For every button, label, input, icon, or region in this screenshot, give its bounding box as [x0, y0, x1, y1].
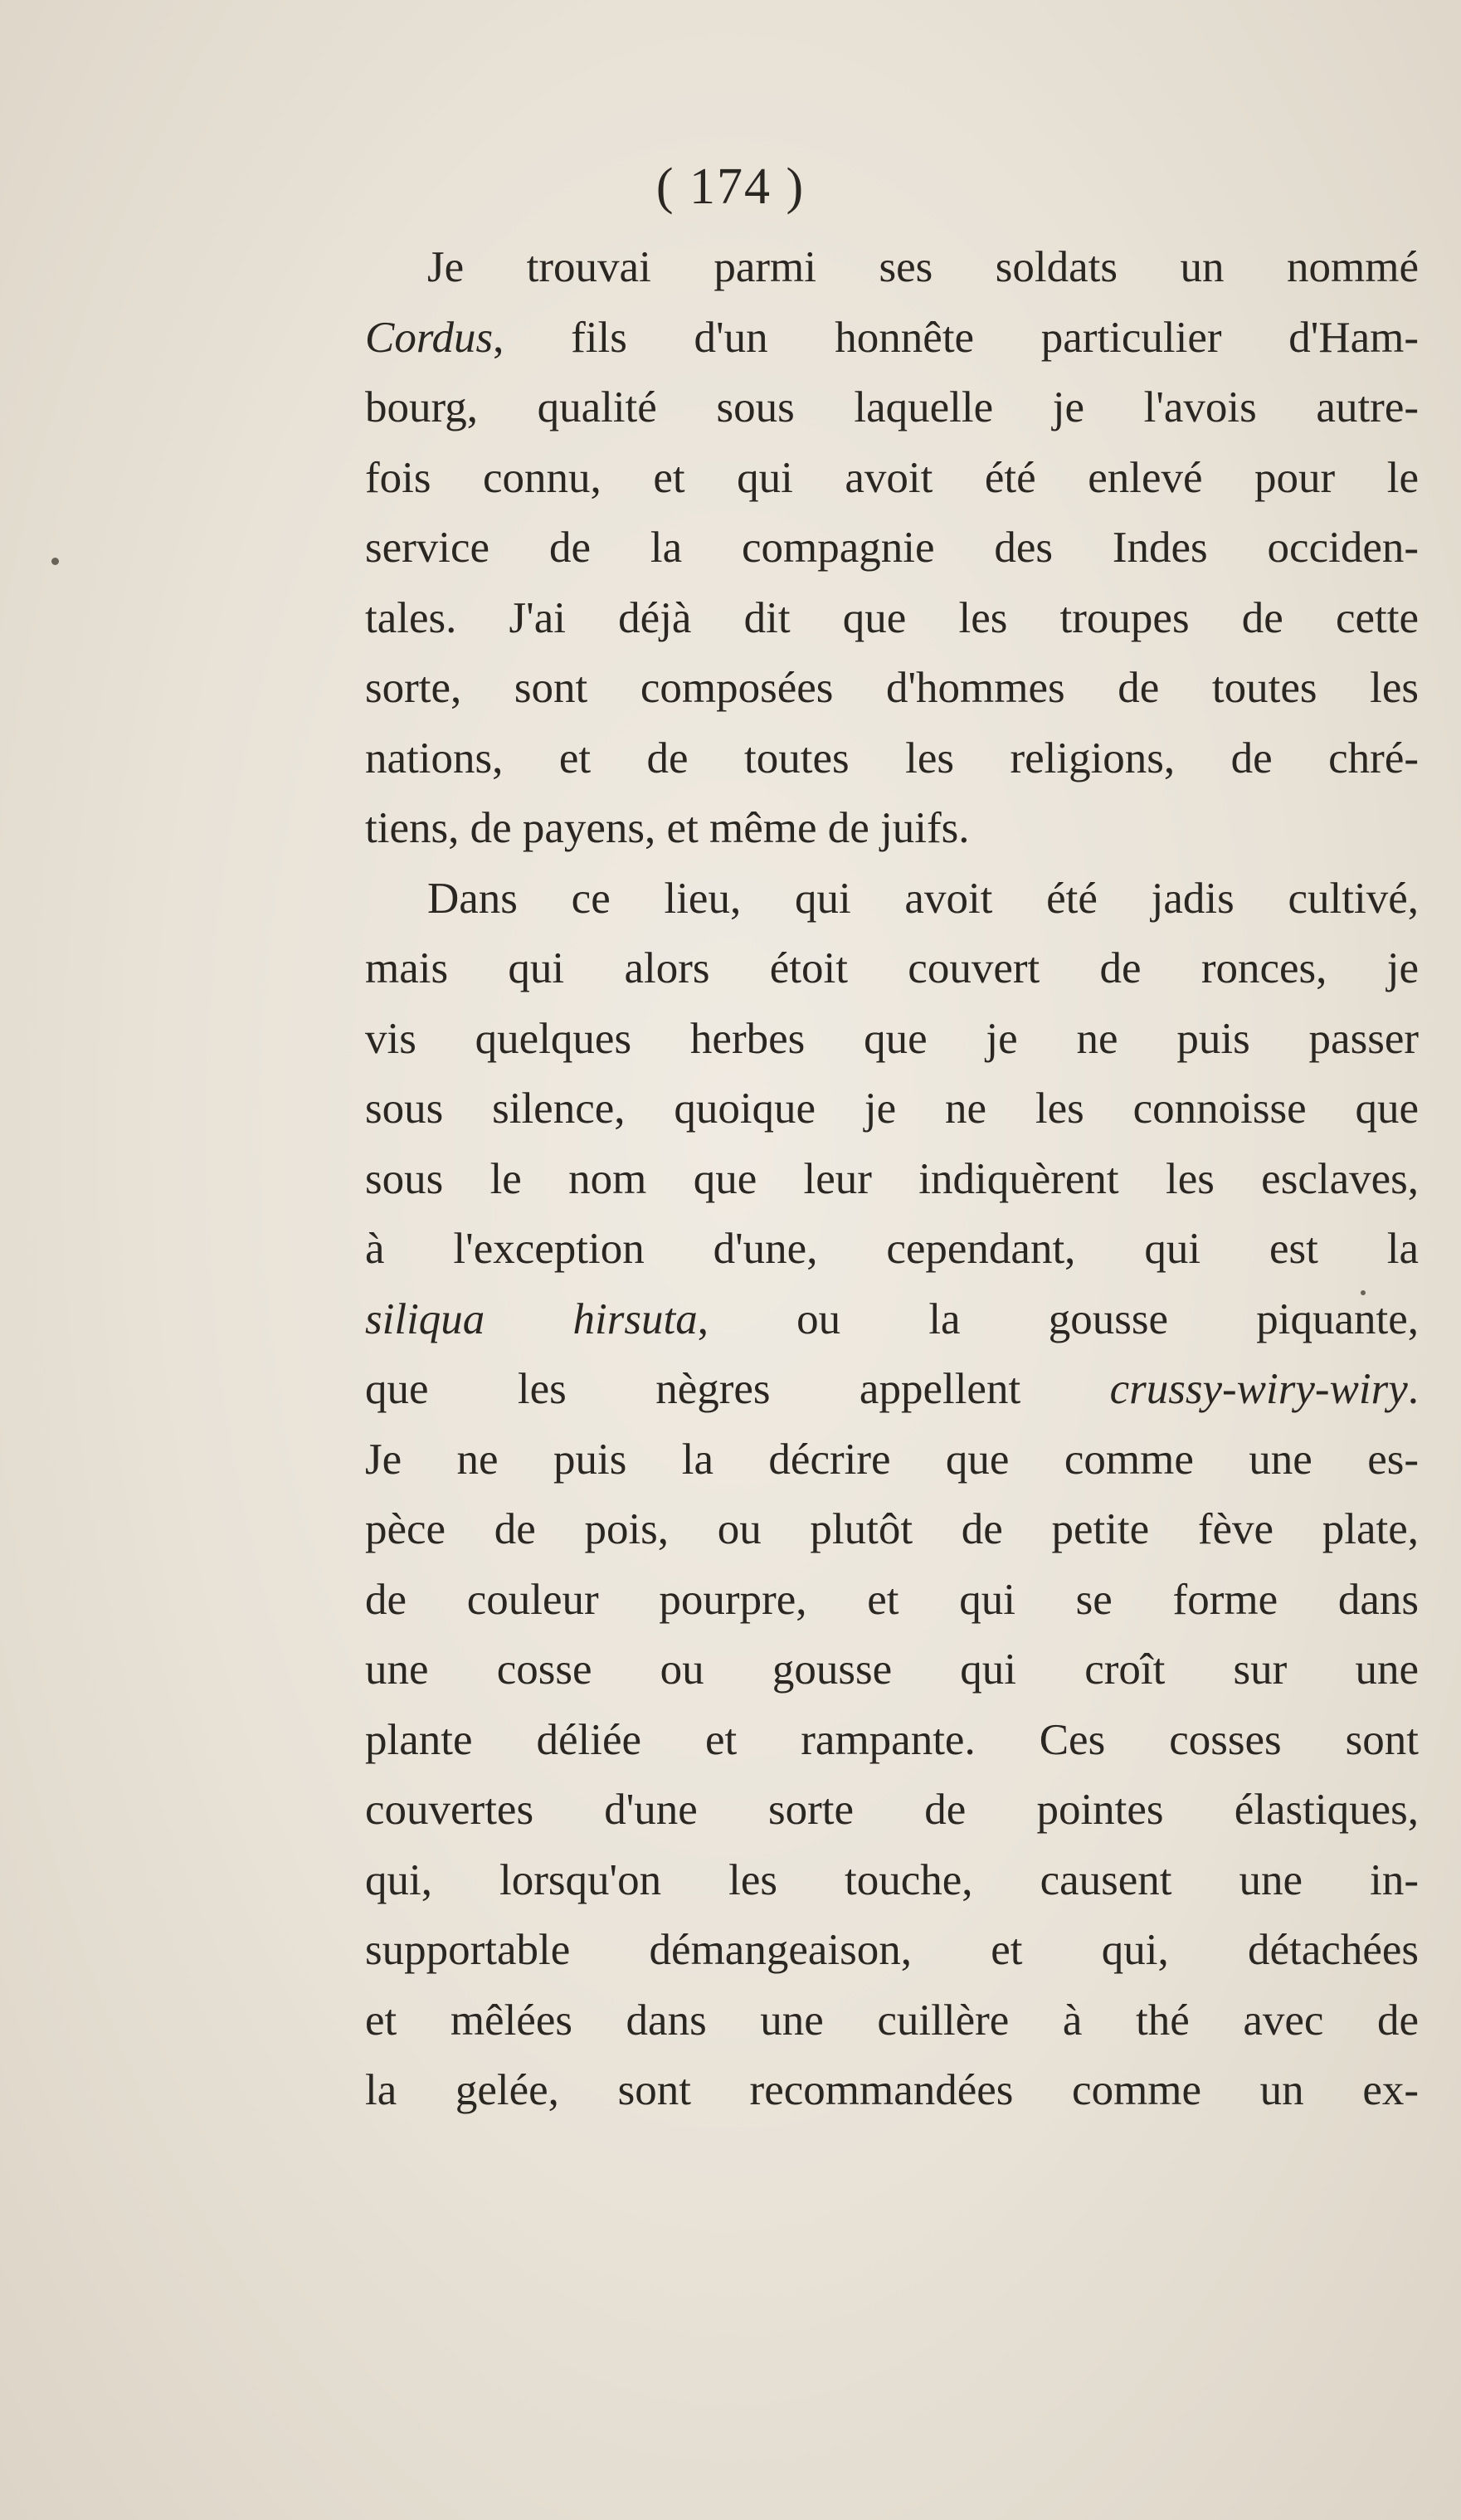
- text-line: [365, 1845, 1419, 1916]
- text-segment: sous le nom que leur indiquèrent les esclaves,: [365, 1154, 1419, 1203]
- text-line: [365, 1074, 1419, 1144]
- text-segment: la gelée, sont recommandées comme un ex-: [365, 2066, 1419, 2114]
- text-line: [365, 583, 1419, 654]
- text-segment: bourg, qualité sous laquelle je l'avois autre-: [365, 383, 1419, 431]
- text-segment: Dans ce lieu, qui avoit été jadis cultivé,: [427, 874, 1419, 923]
- text-segment: Je ne puis la décrire que comme une es-: [365, 1435, 1419, 1484]
- text-segment: , fils d'un honnête particulier d'Ham-: [493, 313, 1419, 362]
- italic-text: Cordus: [365, 313, 494, 362]
- text-line: [365, 1214, 1419, 1284]
- text-line: [365, 303, 1419, 373]
- text-segment: service de la compagnie des Indes occiden-: [365, 524, 1419, 572]
- text-line: [365, 2055, 1419, 2126]
- text-segment: que les nègres appellent: [365, 1365, 1110, 1413]
- text-segment: tiens, de payens, et même de juifs.: [365, 804, 970, 852]
- text-line: [365, 793, 1419, 864]
- text-segment: , ou la gousse piquante,: [697, 1294, 1419, 1343]
- text-segment: fois connu, et qui avoit été enlevé pour le: [365, 453, 1419, 502]
- text-segment: nations, et de toutes les religions, de chré-: [365, 734, 1419, 782]
- text-line: [365, 1144, 1419, 1215]
- text-line: [365, 724, 1419, 794]
- text-line: [365, 373, 1419, 443]
- text-line: [365, 1425, 1419, 1495]
- text-segment: Je trouvai parmi ses soldats un nommé: [427, 243, 1419, 291]
- text-segment: vis quelques herbes que je ne puis passer: [365, 1014, 1419, 1063]
- text-line: [365, 232, 1419, 303]
- text-segment: couvertes d'une sorte de pointes élastiques,: [365, 1786, 1419, 1834]
- text-segment: à l'exception d'une, cependant, qui est la: [365, 1225, 1419, 1273]
- italic-text: siliqua hirsuta: [365, 1294, 698, 1343]
- text-line: [365, 1494, 1419, 1565]
- text-segment: sorte, sont composées d'hommes de toutes les: [365, 664, 1419, 712]
- text-line: [365, 443, 1419, 514]
- text-line: [365, 1565, 1419, 1635]
- page-number: ( 174 ): [655, 158, 806, 215]
- body-text: [365, 232, 1419, 2126]
- text-segment: et mêlées dans une cuillère à thé avec de: [365, 1996, 1419, 2045]
- paper-speck: [1361, 1290, 1366, 1295]
- text-segment: .: [1407, 1365, 1419, 1413]
- text-segment: supportable démangeaison, et qui, détachées: [365, 1926, 1419, 1974]
- text-segment: une cosse ou gousse qui croît sur une: [365, 1645, 1419, 1694]
- text-line: [365, 1284, 1419, 1355]
- italic-text: crussy-wiry-wiry: [1109, 1365, 1408, 1413]
- text-line: [365, 1354, 1419, 1425]
- text-line: [365, 864, 1419, 934]
- paper-speck: [51, 558, 59, 565]
- text-segment: sous silence, quoique je ne les connoisse que: [365, 1085, 1419, 1133]
- text-line: [365, 1915, 1419, 1986]
- text-line: [365, 1775, 1419, 1845]
- text-line: [365, 653, 1419, 724]
- text-segment: pèce de pois, ou plutôt de petite fève plate,: [365, 1505, 1419, 1553]
- text-segment: plante déliée et rampante. Ces cosses sont: [365, 1715, 1419, 1764]
- text-segment: tales. J'ai déjà dit que les troupes de cette: [365, 593, 1419, 642]
- text-line: [365, 1986, 1419, 2056]
- text-line: [365, 1004, 1419, 1075]
- text-line: [365, 933, 1419, 1004]
- text-line: [365, 1705, 1419, 1776]
- text-segment: mais qui alors étoit couvert de ronces, je: [365, 944, 1419, 992]
- text-line: [365, 513, 1419, 583]
- text-segment: de couleur pourpre, et qui se forme dans: [365, 1575, 1419, 1624]
- text-segment: qui, lorsqu'on les touche, causent une in-: [365, 1855, 1419, 1904]
- text-line: [365, 1635, 1419, 1705]
